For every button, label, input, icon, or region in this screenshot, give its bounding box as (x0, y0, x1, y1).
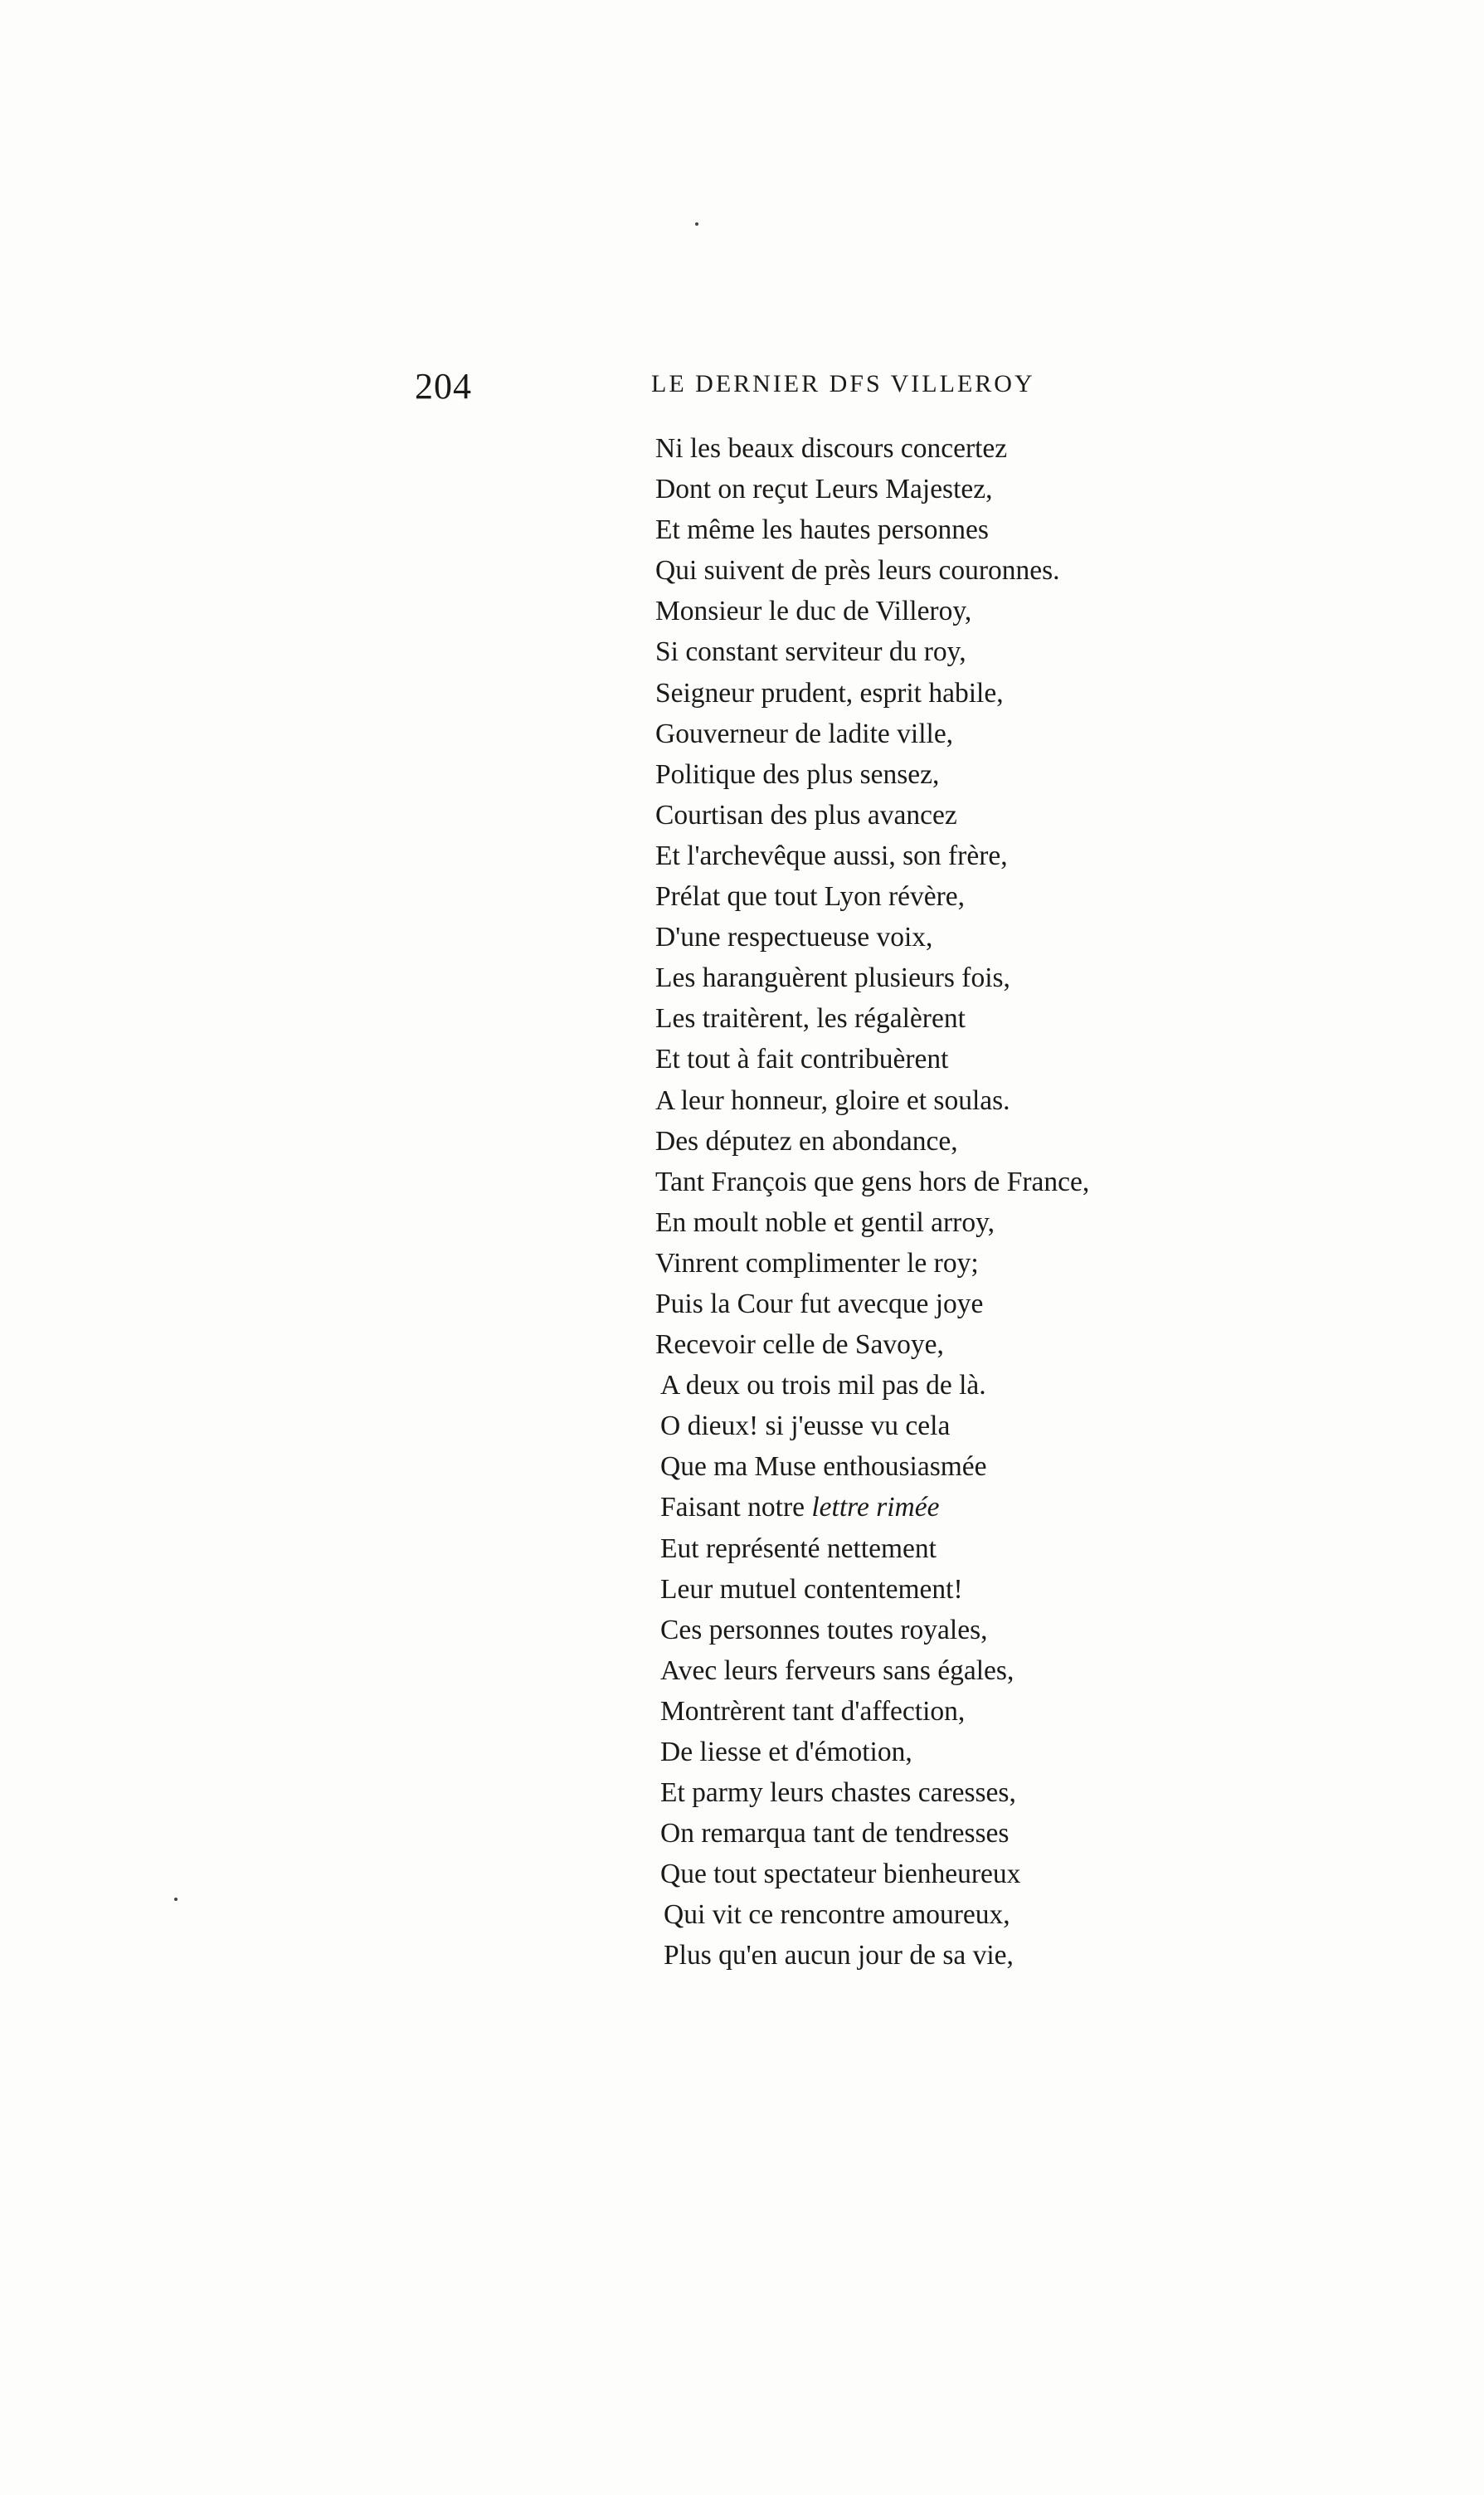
verse-line: Si constant serviteur du roy, (655, 636, 966, 668)
running-title: LE DERNIER DFS VILLEROY (651, 370, 1035, 397)
verse-line: Et parmy leurs chastes caresses, (660, 1777, 1016, 1809)
verse-line: Prélat que tout Lyon révère, (655, 881, 966, 913)
verse-line: Gouverneur de ladite ville, (655, 718, 954, 749)
verse-line: De liesse et d'émotion, (660, 1737, 912, 1767)
verse-line: Monsieur le duc de Villeroy, (655, 596, 972, 627)
verse-line: Et l'archevêque aussi, son frère, (655, 840, 1008, 871)
verse-line: Et tout à fait contribuèrent (655, 1044, 949, 1075)
verse-line: Puis la Cour fut avecque joye (655, 1288, 984, 1319)
verse-line: Faisant notre lettre rimée (660, 1492, 940, 1523)
verse-line: Courtisan des plus avancez (655, 799, 957, 831)
verse-line: Vinrent complimenter le roy; (655, 1247, 979, 1279)
verse-line: Politique des plus sensez, (655, 758, 940, 790)
verse-line: Leur mutuel contentement! (660, 1573, 963, 1605)
verse-line: En moult noble et gentil arroy, (655, 1206, 995, 1238)
page-number: 204 (415, 366, 472, 407)
verse-line: A leur honneur, gloire et soulas. (655, 1084, 1010, 1116)
verse-line: Les haranguèrent plusieurs fois, (655, 962, 1010, 994)
verse-line: Que tout spectateur bienheureux (660, 1859, 1021, 1890)
verse-block (655, 428, 1402, 1976)
verse-line: Ces personnes toutes royales, (660, 1614, 988, 1645)
verse-line: Qui vit ce rencontre amoureux, (664, 1899, 1010, 1931)
scan-speck (174, 1898, 178, 1901)
verse-line: Plus qu'en aucun jour de sa vie, (664, 1940, 1014, 1971)
verse-line: Ni les beaux discours concertez (655, 433, 1008, 464)
scan-speck (695, 222, 698, 226)
verse-line: Recevoir celle de Savoye, (655, 1329, 944, 1361)
verse-line: Eut représenté nettement (660, 1533, 937, 1564)
verse-line: D'une respectueuse voix, (655, 922, 933, 953)
verse-line: Les traitèrent, les régalèrent (655, 1003, 966, 1035)
verse-line: Avec leurs ferveurs sans égales, (660, 1654, 1014, 1686)
verse-line: On remarqua tant de tendresses (660, 1818, 1010, 1849)
verse-line: Dont on reçut Leurs Majestez, (655, 474, 993, 505)
verse-line: Des députez en abondance, (655, 1125, 958, 1157)
verse-line: O dieux! si j'eusse vu cela (660, 1411, 951, 1442)
verse-line: Et même les hautes personnes (655, 514, 989, 546)
verse-line: Tant François que gens hors de France, (655, 1166, 1090, 1197)
verse-line: A deux ou trois mil pas de là. (660, 1370, 986, 1401)
verse-line: Seigneur prudent, esprit habile, (655, 677, 1004, 709)
verse-line: Que ma Muse enthousiasmée (660, 1451, 987, 1483)
verse-line: Montrèrent tant d'affection, (660, 1695, 966, 1727)
verse-line: Qui suivent de près leurs couronnes. (655, 555, 1060, 587)
running-head (415, 365, 1078, 415)
